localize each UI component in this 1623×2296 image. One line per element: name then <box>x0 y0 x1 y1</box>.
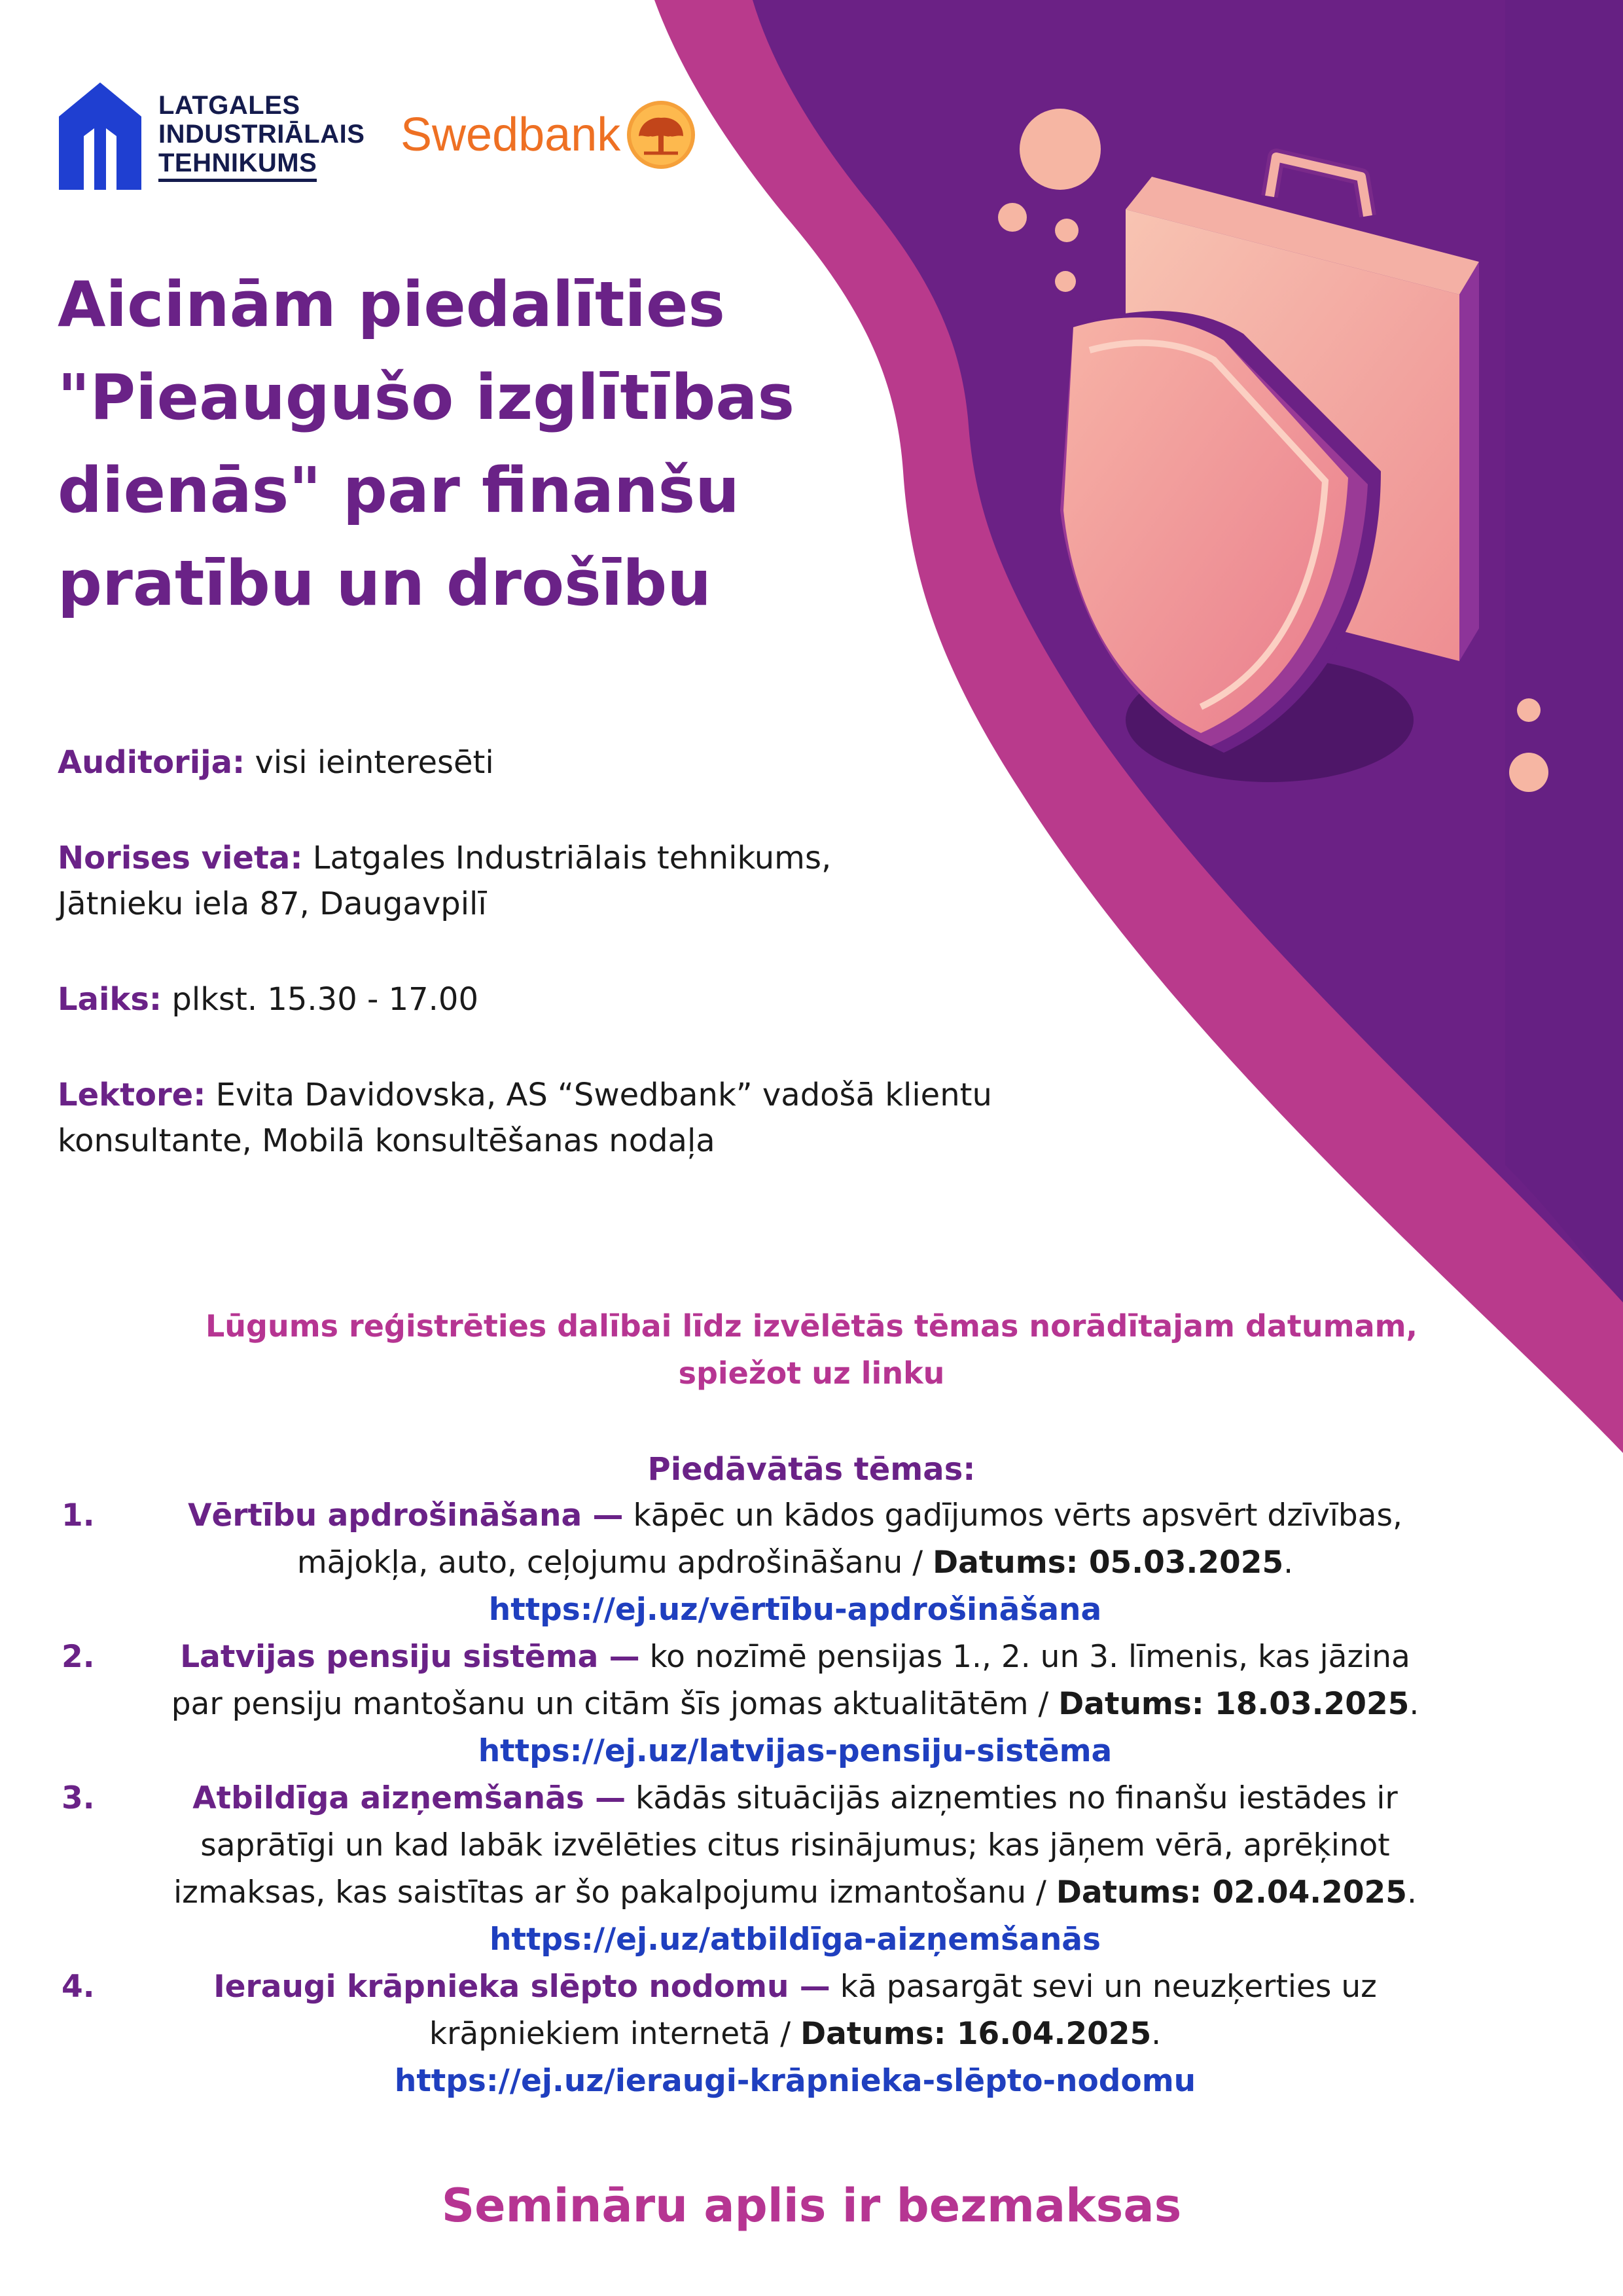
venue-row <box>58 835 1170 927</box>
topic-text: ko nozīmē pensijas 1., 2. un 3. līmenis, kas jāzina <box>649 1639 1410 1675</box>
topic-date: Datums: 02.04.2025 <box>1056 1874 1407 1910</box>
event-info <box>58 740 1170 1213</box>
topic-text: mājokļa, auto, ceļojumu apdrošināšanu / <box>296 1545 923 1581</box>
institute-name-line-2: INDUSTRIĀLAIS <box>158 119 365 149</box>
venue-label: Norises vieta: <box>58 840 303 876</box>
topic-text: par pensiju mantošanu un citām šīs jomas aktualitātēm / <box>171 1686 1049 1722</box>
lecturer-row <box>58 1072 1170 1164</box>
page-title <box>58 259 908 630</box>
topic-text: kāpēc un kādos gadījumos vērts apsvērt dzīvības, <box>633 1498 1402 1534</box>
venue-address: Jātnieku iela 87, Daugavpilī <box>58 886 487 922</box>
oak-tree-icon <box>624 98 698 171</box>
topic-text: krāpniekiem internetā / <box>429 2016 791 2052</box>
time-value: plkst. 15.30 - 17.00 <box>171 981 478 1018</box>
house-icon <box>54 77 147 195</box>
topic-text: kā pasargāt sevi un neuzķerties uz <box>840 1969 1377 2005</box>
title-line: dienās" par finanšu <box>58 455 740 527</box>
topic-item: 2. Latvijas pensiju sistēma — ko nozīmē pensijas 1., 2. un 3. līmenis, kas jāzina par pensiju mantošanu un citām šīs jomas aktualitātēm / Datums: 18.03.2025. https://ej.uz/latvijas-pensiju-sistēma <box>59 1634 1531 1775</box>
topic-number: 3. <box>62 1780 95 1816</box>
topic-item: 4. Ieraugi krāpnieka slēpto nodomu — kā pasargāt sevi un neuzķerties uz krāpniekiem internetā / Datums: 16.04.2025. https://ej.uz/ieraugi-krāpnieka-slēpto-nodomu <box>59 1964 1531 2105</box>
venue-value: Latgales Industriālais tehnikums, <box>312 840 832 876</box>
dot-medium <box>1509 753 1548 792</box>
institute-name-line-3: TEHNIKUMS <box>158 149 317 182</box>
topic-date: Datums: 16.04.2025 <box>800 2016 1152 2052</box>
dot-small <box>1517 698 1541 722</box>
audience-value: visi ieinteresēti <box>255 744 494 781</box>
topic-item: 1. Vērtību apdrošināšana — kāpēc un kādos gadījumos vērts apsvērt dzīvības, mājokļa, auto, ceļojumu apdrošināšanu / Datums: 05.03.2025. https://ej.uz/vērtību-apdrošināšana <box>59 1492 1531 1634</box>
topic-title: Latvijas pensiju sistēma — <box>180 1639 640 1675</box>
topic-text: kādās situācijās aizņemties no finanšu iestādes ir <box>635 1780 1398 1816</box>
time-row <box>58 977 1170 1022</box>
title-line: Aicinām piedalīties <box>58 269 725 341</box>
dot-small <box>998 203 1027 232</box>
topics-list <box>59 1492 1531 2105</box>
topic-date: Datums: 05.03.2025 <box>933 1545 1284 1581</box>
swedbank-wordmark: Swedbank <box>401 109 621 161</box>
dot-small <box>1055 271 1076 292</box>
topic-text: saprātīgi un kad labāk izvēlēties citus risinājumus; kas jāņem vērā, aprēķinot <box>200 1827 1390 1863</box>
registration-line: spiežot uz linku <box>678 1355 945 1391</box>
registration-line: Lūgums reģistrēties dalībai līdz izvēlētās tēmas norādītajam datumam, <box>205 1308 1418 1344</box>
topic-date: Datums: 18.03.2025 <box>1058 1686 1410 1722</box>
institute-name-line-1: LATGALES <box>158 90 300 120</box>
topic-number: 1. <box>62 1498 95 1534</box>
topic-text: izmaksas, kas saistītas ar šo pakalpojumu izmantošanu / <box>173 1874 1046 1910</box>
topics-heading: Piedāvātās tēmas: <box>647 1451 976 1488</box>
topic-link[interactable]: https://ej.uz/atbildīga-aizņemšanās <box>490 1922 1101 1958</box>
lecturer-label: Lektore: <box>58 1077 206 1113</box>
time-label: Laiks: <box>58 981 162 1018</box>
lecturer-value: Evita Davidovska, AS “Swedbank” vadošā klientu <box>215 1077 992 1113</box>
topic-number: 2. <box>62 1639 95 1675</box>
topic-number: 4. <box>62 1969 95 2005</box>
topic-link[interactable]: https://ej.uz/vērtību-apdrošināšana <box>488 1592 1102 1628</box>
topic-link[interactable]: https://ej.uz/ieraugi-krāpnieka-slēpto-nodomu <box>394 2063 1196 2099</box>
title-line: "Pieaugušo izglītības <box>58 362 794 434</box>
topic-item: 3. Atbildīga aizņemšanās — kādās situācijās aizņemties no finanšu iestādes ir saprātīgi un kad labāk izvēlēties citus risinājumus; kas jāņem vērā, aprēķinot izmaksas, kas saistītas ar šo pakalpojumu izmantošanu / Datums: 02.04.2025. https://ej.uz/atbildīga-aizņemšanās <box>59 1775 1531 1964</box>
dot-large <box>1020 109 1101 190</box>
registration-note <box>0 1302 1623 1397</box>
dot-small <box>1055 219 1079 242</box>
topic-link[interactable]: https://ej.uz/latvijas-pensiju-sistēma <box>478 1733 1113 1769</box>
topic-title: Vērtību apdrošināšana — <box>188 1498 624 1534</box>
audience-row <box>58 740 1170 785</box>
free-seminars-footer: Semināru aplis ir bezmaksas <box>441 2179 1182 2233</box>
title-line: pratību un drošību <box>58 548 711 620</box>
swedbank-logo <box>401 98 698 171</box>
audience-label: Auditorija: <box>58 744 245 781</box>
topic-title: Ieraugi krāpnieka slēpto nodomu — <box>213 1969 830 2005</box>
lecturer-position: konsultante, Mobilā konsultēšanas nodaļa <box>58 1122 715 1159</box>
topic-title: Atbildīga aizņemšanās — <box>192 1780 626 1816</box>
institute-logo <box>54 77 365 195</box>
